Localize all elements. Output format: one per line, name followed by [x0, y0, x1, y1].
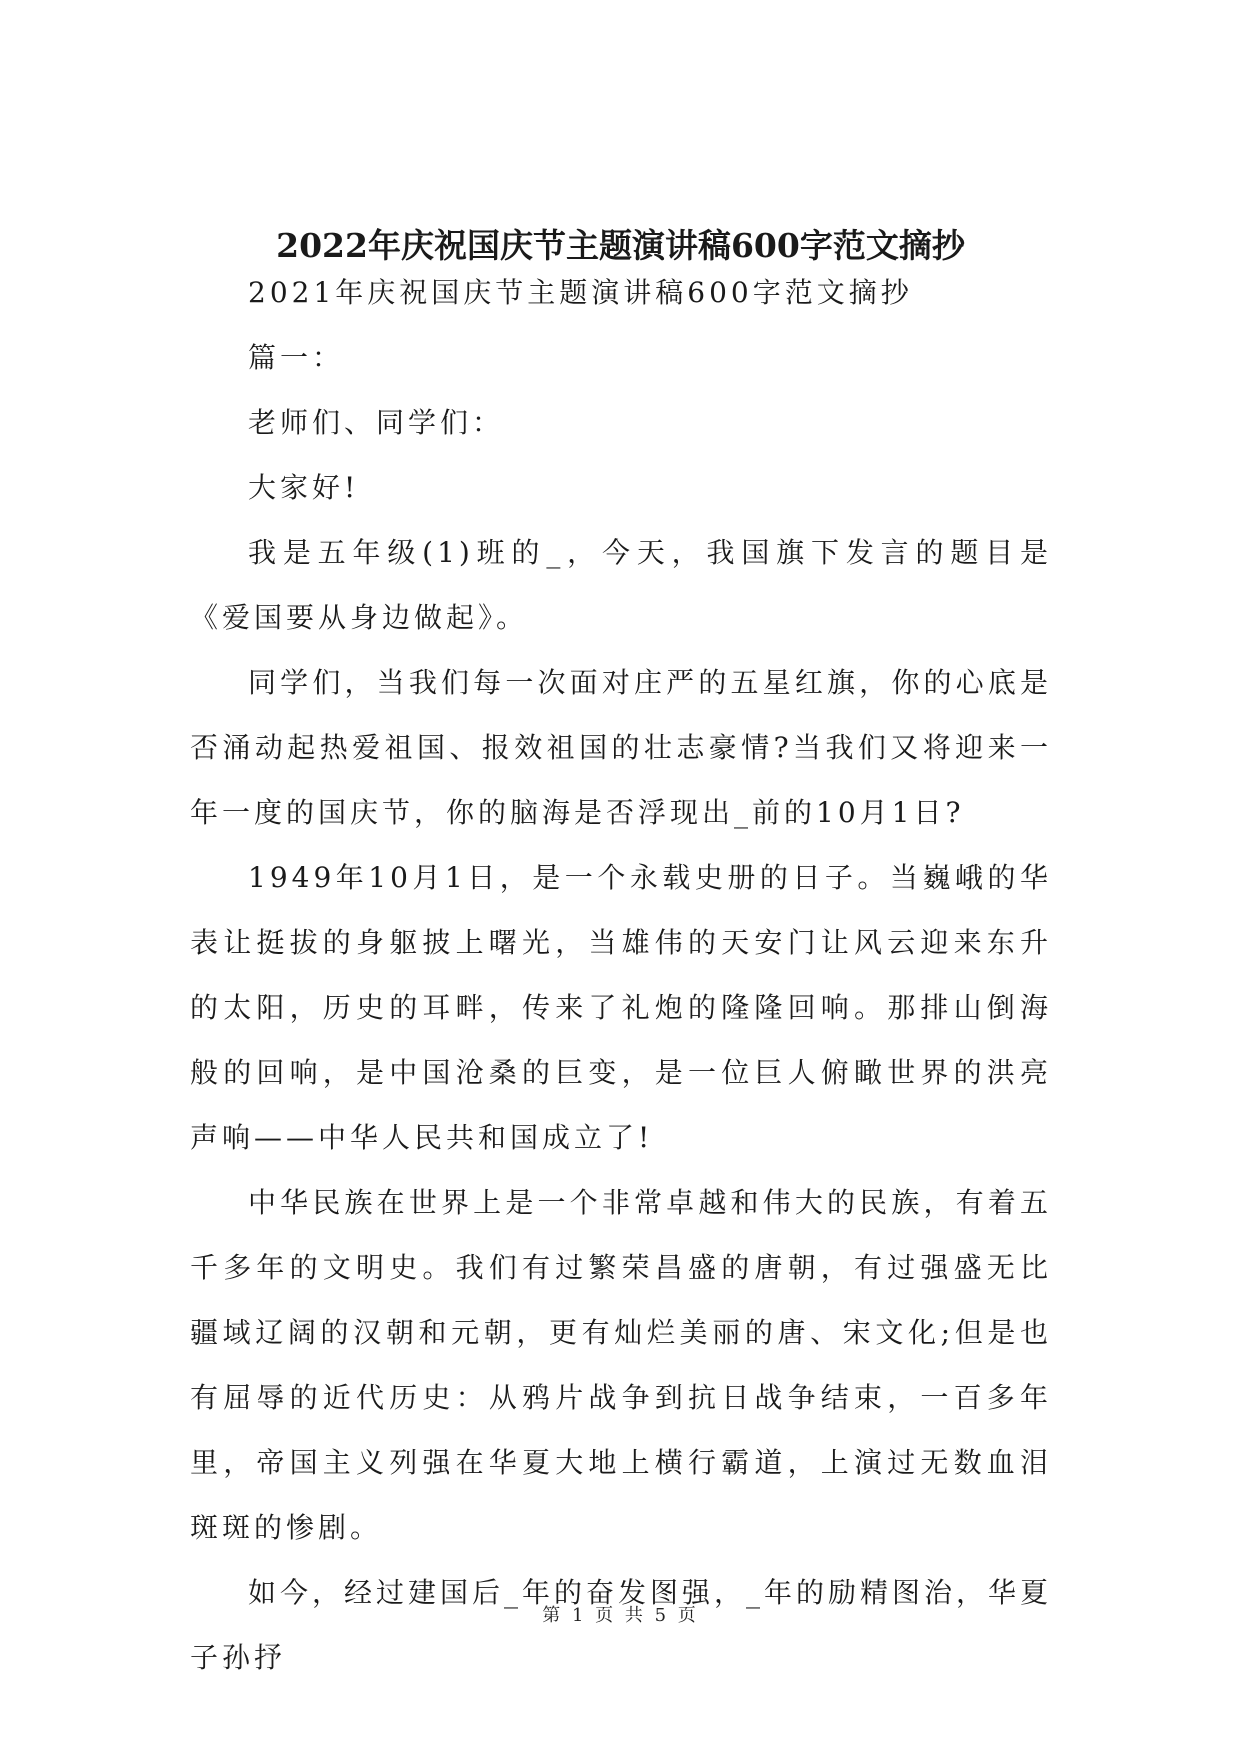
paragraph-salutation: 老师们、同学们：: [248, 406, 505, 439]
paragraph-subtitle: 2021年庆祝国庆节主题演讲稿600字范文摘抄: [248, 276, 913, 309]
paragraph-flag: 同学们，当我们每一次面对庄严的五星红旗，你的心底是否涌动起热爱祖国、报效祖国的壮志豪情?当我们又将迎来一年一度的国庆节，你的脑海是否浮现出_前的10月1日?: [190, 666, 1052, 829]
paragraph-today: 如今，经过建国后_年的奋发图强，_年的励精图治，华夏子孙抒: [190, 1576, 1053, 1674]
paragraph-section-label: 篇一：: [248, 341, 345, 374]
document-title: 2022年庆祝国庆节主题演讲稿600字范文摘抄: [276, 226, 965, 265]
document-body: [190, 260, 1052, 1690]
paragraph-founding: 1949年10月1日，是一个永载史册的日子。当巍峨的华表让挺拔的身躯披上曙光，当雄伟的天安门让风云迎来东升的太阳，历史的耳畔，传来了礼炮的隆隆回响。那排山倒海般的回响，是中国沧桑的巨变，是一位巨人俯瞰世界的洪亮声响——中华人民共和国成立了!: [190, 861, 1052, 1154]
page-number-footer: 第 1 页 共 5 页: [542, 1605, 699, 1626]
paragraph-greeting: 大家好!: [248, 471, 360, 504]
paragraph-history: 中华民族在世界上是一个非常卓越和伟大的民族，有着五千多年的文明史。我们有过繁荣昌盛的唐朝，有过强盛无比疆域辽阔的汉朝和元朝，更有灿烂美丽的唐、宋文化;但是也有屈辱的近代历史：从鸦片战争到抗日战争结束，一百多年里，帝国主义列强在华夏大地上横行霸道，上演过无数血泪斑斑的惨剧。: [190, 1186, 1052, 1544]
paragraph-introduction: 我是五年级(1)班的_，今天，我国旗下发言的题目是《爱国要从身边做起》。: [190, 536, 1052, 634]
